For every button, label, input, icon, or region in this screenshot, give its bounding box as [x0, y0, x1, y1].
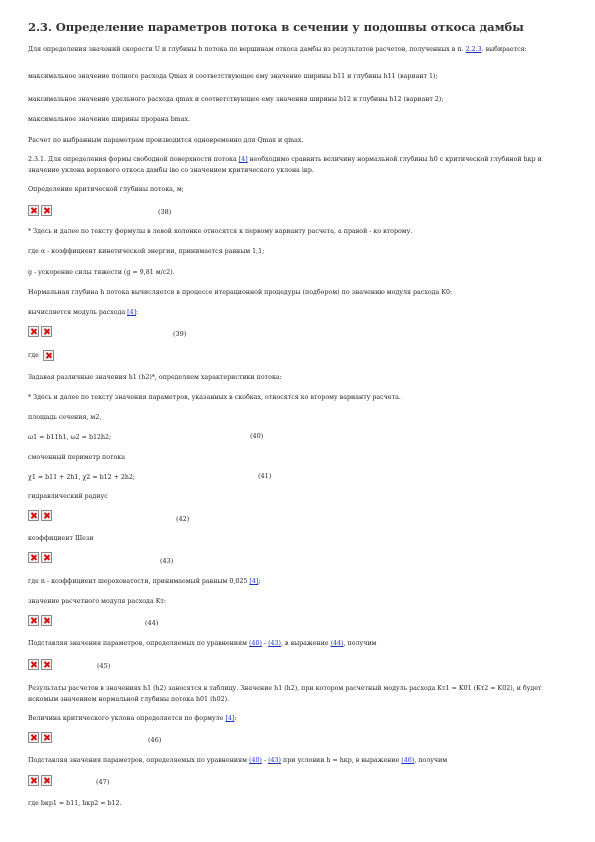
formula-45-image — [28, 659, 52, 670]
section-title: 2.3. Определение параметров потока в сечении у подошвы откоса дамбы — [28, 20, 524, 34]
hydraulic-radius-label: гидравлический радиус — [28, 493, 108, 500]
formula-46-image — [28, 732, 52, 743]
equation-number-43: (43) — [160, 557, 174, 565]
area-label: площадь сечения, м2, — [28, 414, 102, 421]
where-text: где — [28, 352, 39, 359]
reference-link[interactable]: [4] — [238, 156, 248, 163]
broken-image-icon — [28, 659, 39, 670]
broken-image-icon — [28, 326, 39, 337]
where-line — [28, 350, 565, 361]
section-link[interactable]: 2.2.3 — [465, 46, 482, 53]
broken-image-icon — [41, 615, 52, 626]
equation-number-45: (45) — [97, 662, 111, 670]
equation-number-39: (39) — [173, 330, 187, 338]
equation-number-47: (47) — [96, 778, 110, 786]
list-item: максимальное значение ширины прорана bmax. — [28, 116, 191, 123]
equation-link[interactable]: (44) — [330, 640, 344, 647]
broken-image-icon — [28, 615, 39, 626]
formula-42-image — [28, 510, 52, 521]
crit-slope-text: Величина критического уклона определяется по формуле [4]: — [28, 715, 237, 722]
broken-image-icon — [41, 552, 52, 563]
broken-image-icon — [41, 659, 52, 670]
paragraph-2-3-1: 2.3.1. Для определения формы свободной поверхности потока [4] необходимо сравнить величину нормальной глубины h0 с критической глубиной hкр и значение уклона верхового откоса дамбы iво со значением критического уклона iкр. — [28, 156, 542, 174]
formula-43-image — [28, 552, 52, 563]
equation-number-38: (38) — [158, 208, 172, 216]
broken-image-icon — [43, 350, 54, 361]
equation-link[interactable]: (40) — [249, 757, 262, 764]
reference-link[interactable]: [4] — [127, 309, 137, 316]
broken-image-icon — [28, 732, 39, 743]
footnote-1: * Здесь и далее по тексту формулы в левой колонке относятся к первому варианту расчета, а правой - ко второму. — [28, 228, 413, 235]
reference-link[interactable]: [4] — [249, 578, 259, 585]
normal-depth-text: Нормальная глубина h потока вычисляется в процессе итерационной процедуры (подбором) по значению модуля расхода K0: — [28, 289, 453, 296]
results-paragraph: Результаты расчетов в значениях h1 (h2) заносятся в таблицу. Значение h1 (h2), при котором расчетный модуль расхода Kт1 = K01 (Kт2 = K02), и будет искомым значением нормальной глубины потока h01 (h02). — [28, 685, 542, 703]
design-module-label: значение расчетного модуля расхода Kт: — [28, 598, 167, 605]
k-module-text: вычисляется модуль расхода [4]: — [28, 309, 139, 316]
substitute-text-1: Подставляя значения параметров, определяемых по уравнениям (40) - (43), в выражение (44), получим — [28, 640, 377, 647]
intro-paragraph — [28, 44, 565, 55]
intro-text: Для определения значений скорости U и глубины h потока по вершинам откоса дамбы из результатов расчетов, полученных в п. 2.2.3. выбирается: — [28, 46, 527, 53]
calc-note: Расчет по выбранным параметрам производится одновременно для Qmax и qmax. — [28, 137, 304, 144]
footnote-2: * Здесь и далее по тексту значения параметров, указанных в скобках, относятся ко второму варианту расчета. — [28, 394, 401, 401]
broken-image-icon — [28, 775, 39, 786]
reference-link[interactable]: [4] — [225, 715, 235, 722]
equation-link[interactable]: (43) — [268, 757, 282, 764]
equation-number-44: (44) — [145, 619, 159, 627]
set-values-text: Задавая различные значения h1 (h2)*, определяем характеристики потока: — [28, 374, 282, 381]
bkr-text: где bкр1 = b11, bкр2 = b12. — [28, 800, 122, 807]
equation-link[interactable]: (46) — [401, 757, 415, 764]
broken-image-icon — [41, 326, 52, 337]
equation-number-46: (46) — [148, 736, 162, 744]
broken-image-icon — [41, 205, 52, 216]
g-text: g - ускорение силы тяжести (g = 9,81 м/с2). — [28, 269, 175, 276]
broken-image-icon — [41, 732, 52, 743]
equation-link[interactable]: (43) — [268, 640, 282, 647]
formula-38-image — [28, 205, 52, 216]
alpha-text: где α - коэффициент кинетической энергии, принимается равным 1,1; — [28, 248, 265, 255]
equation-number-40: (40) — [250, 432, 264, 440]
substitute-text-2: Подставляя значения параметров, определяемых по уравнениям (40) - (43) при условии h = hкр, в выражение (46), получим — [28, 757, 448, 764]
broken-image-icon — [41, 510, 52, 521]
wet-perimeter-label: смоченный периметр потока — [28, 454, 125, 461]
broken-image-icon — [28, 552, 39, 563]
list-item: максимальное значение полного расхода Qmax и соответствующее ему значение ширины b11 и глубины h11 (вариант 1); — [28, 73, 438, 80]
broken-image-icon — [28, 205, 39, 216]
broken-image-icon — [41, 775, 52, 786]
equation-link[interactable]: (40) — [249, 640, 262, 647]
roughness-text: где n - коэффициент шероховатости, принимаемый равным 0,025 [4]; — [28, 578, 261, 585]
area-formula: ω1 = b11h1, ω2 = b12h2; — [28, 434, 112, 441]
equation-number-42: (42) — [176, 515, 190, 523]
formula-44-image — [28, 615, 52, 626]
chezy-label: коэффициент Шези — [28, 535, 94, 542]
equation-number-41: (41) — [258, 472, 272, 480]
formula-39-image — [28, 326, 52, 337]
broken-image-icon — [28, 510, 39, 521]
list-item: максимальное значение удельного расхода qmax и соответствующее ему значения ширины b12 и глубины h12 (вариант 2); — [28, 96, 444, 103]
crit-depth-label: Определение критической глубины потока, м; — [28, 186, 184, 193]
formula-47-image — [28, 775, 52, 786]
wet-perimeter-formula: χ1 = b11 + 2h1, χ2 = b12 + 2h2; — [28, 474, 136, 481]
